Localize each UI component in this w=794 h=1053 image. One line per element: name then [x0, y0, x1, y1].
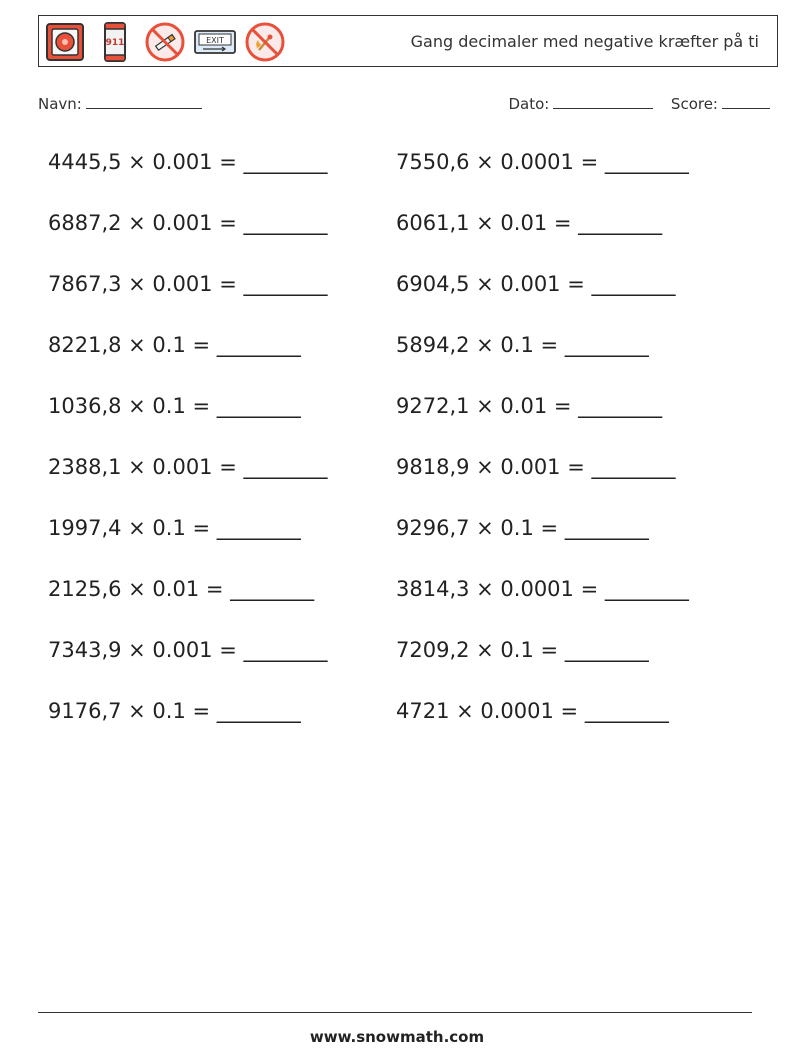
problem-grid	[48, 142, 748, 752]
problem-item: 7343,9 × 0.001 = ________	[48, 638, 328, 662]
worksheet-header	[38, 15, 778, 67]
problem-item: 9296,7 × 0.1 = ________	[396, 516, 649, 540]
emergency-button-icon	[43, 20, 87, 64]
phone-911-icon	[93, 20, 137, 64]
footer-website: www.snowmath.com	[309, 1028, 485, 1046]
problem-item: 4721 × 0.0001 = ________	[396, 699, 669, 723]
date-score-fields	[509, 94, 771, 113]
problem-item: 6887,2 × 0.001 = ________	[48, 211, 328, 235]
problem-item: 3814,3 × 0.0001 = ________	[396, 577, 689, 601]
score-label: Score:	[670, 95, 718, 113]
problem-item: 7209,2 × 0.1 = ________	[396, 638, 649, 662]
header-icons	[43, 20, 287, 64]
name-label: Navn:	[38, 95, 82, 113]
problem-item: 5894,2 × 0.1 = ________	[396, 333, 649, 357]
problem-item: 1997,4 × 0.1 = ________	[48, 516, 301, 540]
no-matches-icon	[243, 20, 287, 64]
problem-item: 2388,1 × 0.001 = ________	[48, 455, 328, 479]
problem-item: 7867,3 × 0.001 = ________	[48, 272, 328, 296]
problem-item: 9818,9 × 0.001 = ________	[396, 455, 676, 479]
no-smoking-icon	[143, 20, 187, 64]
problem-item: 9272,1 × 0.01 = ________	[396, 394, 663, 418]
problem-item: 6061,1 × 0.01 = ________	[396, 211, 663, 235]
score-blank[interactable]	[722, 94, 770, 109]
worksheet-title: Gang decimaler med negative kræfter på ti	[410, 32, 759, 51]
problem-item: 8221,8 × 0.1 = ________	[48, 333, 301, 357]
date-label: Dato:	[508, 95, 550, 113]
problem-item: 7550,6 × 0.0001 = ________	[396, 150, 689, 174]
problem-item: 1036,8 × 0.1 = ________	[48, 394, 301, 418]
problem-item: 9176,7 × 0.1 = ________	[48, 699, 301, 723]
date-blank[interactable]	[553, 94, 653, 109]
footer-divider	[38, 1012, 752, 1013]
problem-item: 6904,5 × 0.001 = ________	[396, 272, 676, 296]
exit-sign-text: EXIT	[206, 36, 224, 45]
name-blank[interactable]	[86, 94, 202, 109]
problem-item: 2125,6 × 0.01 = ________	[48, 577, 315, 601]
exit-sign-icon	[193, 20, 237, 64]
name-field	[38, 94, 202, 113]
problem-item: 4445,5 × 0.001 = ________	[48, 150, 328, 174]
phone-911-text: 911	[105, 38, 125, 48]
